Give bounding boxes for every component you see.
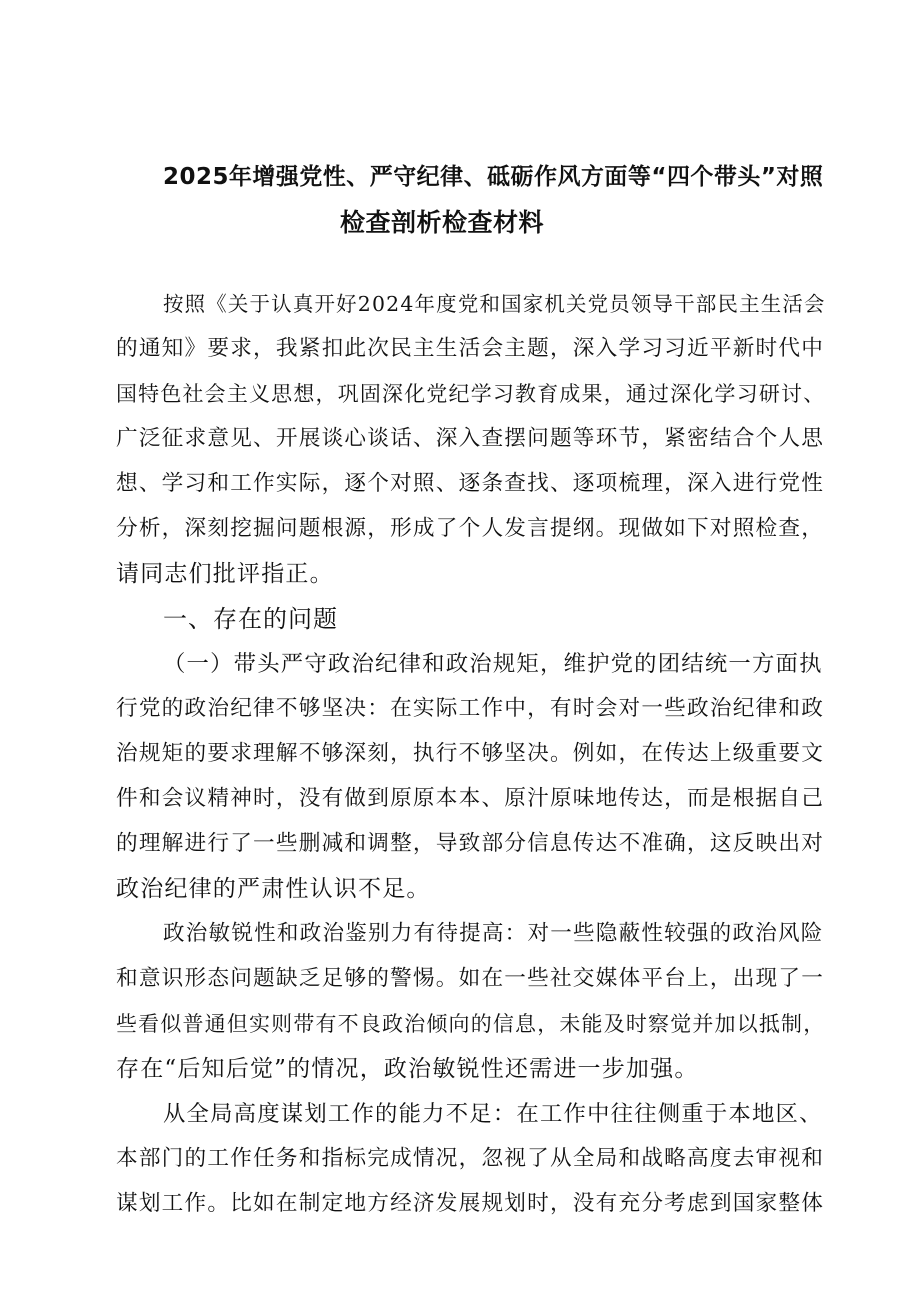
sub1-line: 行党的政治纪律不够坚决：在实际工作中，有时会对一些政治纪律和政: [116, 696, 825, 721]
intro-line: 按照《关于认真开好2024年度党和国家机关党员领导干部民主生活会: [163, 292, 826, 316]
document-title-line-1: 2025年增强党性、严守纪律、砥砺作风方面等“四个带头”对照: [163, 164, 824, 190]
para2-line: 些看似普通但实则带有不良政治倾向的信息，未能及时察觉并加以抵制，: [116, 1012, 826, 1036]
para2-line: 和意识形态问题缺乏足够的警惕。如在一些社交媒体平台上，出现了一: [116, 966, 825, 991]
sub1-line: 治规矩的要求理解不够深刻，执行不够坚决。例如，在传达上级重要文: [116, 741, 825, 766]
intro-line: 广泛征求意见、开展谈心谈话、深入查摆问题等环节，紧密结合个人思: [116, 426, 825, 451]
intro-line: 分析，深刻挖掘问题根源，形成了个人发言提纲。现做如下对照检查，: [116, 516, 825, 541]
intro-line: 国特色社会主义思想，巩固深化党纪学习教育成果，通过深化学习研讨、: [116, 382, 826, 406]
section-heading: 一、存在的问题: [163, 605, 338, 633]
para2-line: 存在“后知后觉”的情况，政治敏锐性还需进一步加强。: [116, 1056, 699, 1082]
intro-line: 的通知》要求，我紧扣此次民主生活会主题，深入学习习近平新时代中: [116, 336, 825, 361]
para3-line: 从全局高度谋划工作的能力不足：在工作中往往侧重于本地区、: [163, 1101, 823, 1127]
sub1-line: 政治纪律的严肃性认识不足。: [116, 876, 431, 902]
para2-line: 政治敏锐性和政治鉴别力有待提高：对一些隐蔽性较强的政治风险: [163, 921, 824, 946]
sub1-line: 件和会议精神时，没有做到原原本本、原汁原味地传达，而是根据自己: [116, 786, 825, 811]
para3-line: 谋划工作。比如在制定地方经济发展规划时，没有充分考虑到国家整体: [116, 1191, 825, 1216]
intro-line: 想、学习和工作实际，逐个对照、逐条查找、逐项梳理，深入进行党性: [116, 471, 825, 496]
intro-line: 请同志们批评指正。: [116, 561, 334, 587]
sub1-line: （一）带头严守政治纪律和政治规矩，维护党的团结统一方面执: [163, 651, 823, 677]
document-title-line-2: 检查剖析检查材料: [340, 208, 545, 237]
para3-line: 本部门的工作任务和指标完成情况，忽视了从全局和战略高度去审视和: [116, 1146, 825, 1171]
sub1-line: 的理解进行了一些删减和调整，导致部分信息传达不准确，这反映出对: [116, 831, 825, 856]
